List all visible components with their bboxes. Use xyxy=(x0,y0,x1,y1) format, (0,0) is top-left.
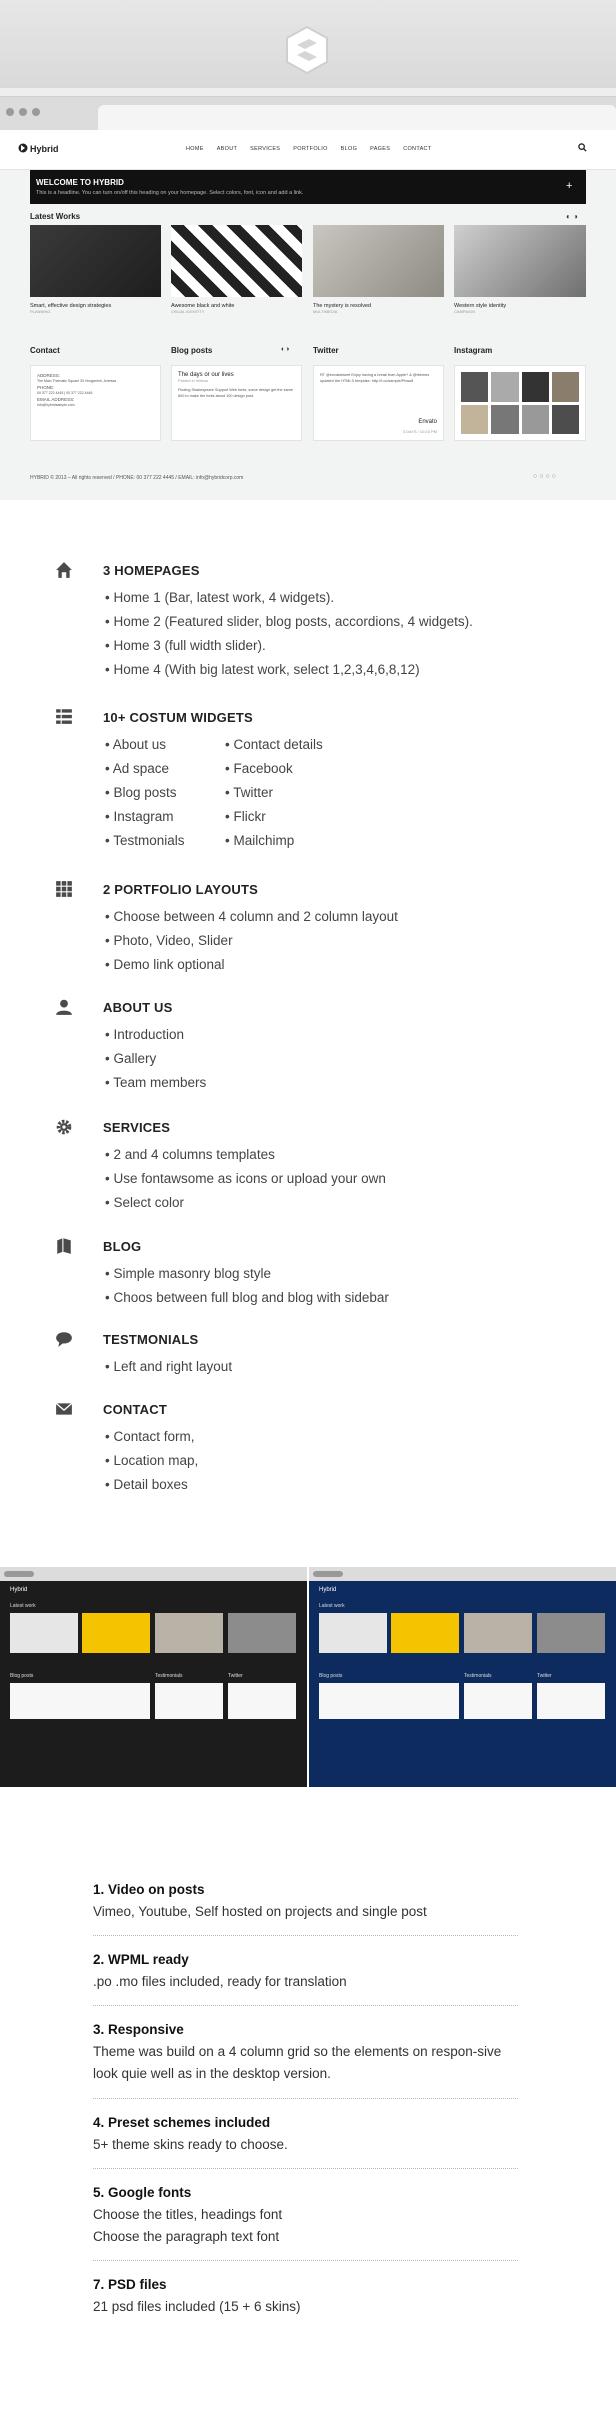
latest-works-title: Latest Works xyxy=(30,212,81,221)
work-image xyxy=(171,225,302,297)
browser-chrome xyxy=(309,1567,616,1581)
instagram-photo[interactable] xyxy=(461,372,488,402)
work-tag: PLANNING xyxy=(30,309,51,314)
preview-section: Latest work xyxy=(319,1603,345,1609)
feature-item: • Use fontawsome as icons or upload your own xyxy=(105,1171,386,1186)
hero-showcase xyxy=(0,0,616,500)
feature-item: • Photo, Video, Slider xyxy=(105,933,233,948)
tweet-time: 3 DAYS / 10:23 PM xyxy=(402,429,437,434)
instagram-photo[interactable] xyxy=(552,405,579,435)
preview-thumb xyxy=(391,1613,459,1653)
feature-item: • Ad space xyxy=(105,761,170,776)
feature-item: • Home 1 (Bar, latest work, 4 widgets). xyxy=(105,590,335,605)
spec-title: 3. Responsive xyxy=(93,2022,184,2037)
feature-item: • About us xyxy=(105,737,167,752)
feature-item: • Testmonials xyxy=(105,833,185,848)
preview-screen xyxy=(0,1581,307,1787)
preview-thumb xyxy=(155,1613,223,1653)
work-title: Awesome black and white xyxy=(171,303,235,309)
menu-item-contact[interactable]: CONTACT xyxy=(403,146,432,152)
site-footer: HYBRID © 2013 – All rights reserved / PHONE: 00 377 222 4445 / EMAIL: info@hybridcorp.com xyxy=(30,475,244,481)
work-card[interactable] xyxy=(171,225,302,314)
feature-item: • Introduction xyxy=(105,1027,185,1042)
feature-item: • Contact form, xyxy=(105,1429,195,1444)
tweet-author[interactable]: Envato xyxy=(418,419,437,425)
feature-item: • Left and right layout xyxy=(105,1359,233,1374)
feature-item: • Flickr xyxy=(225,809,266,824)
spec-title: 1. Video on posts xyxy=(93,1882,205,1897)
spec-body: .po .mo files included, ready for translation xyxy=(93,1974,347,1989)
contact-address: The Main Thematic Square 30 Hoogenhei, Aversas xyxy=(37,379,117,383)
gear-icon xyxy=(55,1118,73,1136)
preview-thumb xyxy=(464,1613,532,1653)
preview-thumb xyxy=(10,1613,78,1653)
preview-tweet-box xyxy=(537,1683,605,1719)
browser-chrome xyxy=(0,96,616,130)
preview-blog-title: Blog posts xyxy=(10,1673,34,1679)
menu-item-services[interactable]: SERVICES xyxy=(250,146,281,152)
feature-item: • Demo link optional xyxy=(105,957,225,972)
twitter-widget-title: Twitter xyxy=(313,346,339,355)
preview-test-title: Testimonials xyxy=(464,1673,492,1679)
instagram-photo[interactable] xyxy=(491,405,518,435)
feature-item: • Instagram xyxy=(105,809,174,824)
blue-skin-preview[interactable] xyxy=(309,1567,616,1787)
contact-widget xyxy=(30,365,161,441)
home-icon xyxy=(55,561,73,579)
feature-title: 10+ COSTUM WIDGETS xyxy=(103,710,253,725)
feature-title: SERVICES xyxy=(103,1120,171,1135)
user-icon xyxy=(55,998,73,1016)
preview-brand: Hybrid xyxy=(319,1587,337,1593)
work-title: Smart, effective design strategies xyxy=(30,303,112,309)
feature-item: • Gallery xyxy=(105,1051,157,1066)
preview-thumb xyxy=(82,1613,150,1653)
menu-item-home[interactable]: HOME xyxy=(186,146,204,152)
preview-twitter-title: Twitter xyxy=(228,1673,243,1679)
instagram-photo[interactable] xyxy=(522,372,549,402)
instagram-photo[interactable] xyxy=(552,372,579,402)
work-card[interactable] xyxy=(313,225,444,314)
window-dot xyxy=(6,108,14,116)
blog-arrows[interactable]: ◐◑ xyxy=(281,346,290,353)
feature-item: • Facebook xyxy=(225,761,293,776)
plus-icon[interactable]: + xyxy=(566,180,573,192)
banner-text: This is a headline. You can turn on/off this heading on your homepage. Select colors, font, icon and add a link. xyxy=(36,190,304,196)
feature-title: 2 PORTFOLIO LAYOUTS xyxy=(103,882,259,897)
spec-title: 2. WPML ready xyxy=(93,1952,189,1967)
spec-body: 21 psd files included (15 + 6 skins) xyxy=(93,2299,301,2314)
spec-body: Vimeo, Youtube, Self hosted on projects and single post xyxy=(93,1904,427,1919)
instagram-widget-title: Instagram xyxy=(454,346,493,355)
menu-item-pages[interactable]: PAGES xyxy=(370,146,391,152)
browser-chrome xyxy=(0,1567,307,1581)
blog-widget-title: Blog posts xyxy=(171,346,213,355)
divider xyxy=(93,2168,518,2169)
preview-screen xyxy=(309,1581,616,1787)
preview-test-box xyxy=(155,1683,223,1719)
menu-item-about[interactable]: ABOUT xyxy=(216,146,238,152)
contact-email: info@hybridsample.com xyxy=(37,403,75,407)
feature-title: 3 HOMEPAGES xyxy=(103,563,200,578)
preview-blog-box xyxy=(10,1683,150,1719)
features-list xyxy=(0,555,616,1505)
work-card[interactable] xyxy=(454,225,586,314)
social-icons[interactable]: ○○○○ xyxy=(533,473,558,480)
divider xyxy=(93,2005,518,2006)
instagram-grid xyxy=(454,365,586,441)
divider xyxy=(93,1935,518,1936)
blog-widget xyxy=(171,365,302,441)
preview-blog-title: Blog posts xyxy=(319,1673,343,1679)
feature-item: • Select color xyxy=(105,1195,185,1210)
comment-icon xyxy=(55,1330,73,1348)
search-icon[interactable] xyxy=(578,143,587,152)
preview-section: Latest work xyxy=(10,1603,36,1609)
contact-email-label: EMAIL ADDRESS: xyxy=(37,397,75,402)
spec-body: Theme was build on a 4 column grid so the elements on respon-sive look quie well as in the desktop version. xyxy=(93,2044,502,2081)
theme-logo-icon xyxy=(285,25,329,75)
twitter-widget xyxy=(313,365,444,441)
work-title: Western style identity xyxy=(454,303,507,309)
envelope-icon xyxy=(55,1400,73,1418)
list-icon xyxy=(55,707,73,725)
feature-item: • Contact details xyxy=(225,737,323,752)
spec-body: Choose the titles, headings font Choose the paragraph text font xyxy=(93,2207,283,2244)
preview-tweet-box xyxy=(228,1683,296,1719)
slider-arrows[interactable]: ◐ ◑ xyxy=(566,212,578,221)
feature-title: ABOUT US xyxy=(103,1000,173,1015)
skin-previews xyxy=(0,1567,616,1787)
book-icon xyxy=(55,1237,73,1255)
dark-skin-preview[interactable] xyxy=(0,1567,307,1787)
site-nav xyxy=(0,130,616,170)
menu-item-blog[interactable]: BLOG xyxy=(340,146,358,152)
preview-test-title: Testimonials xyxy=(155,1673,183,1679)
feature-item: • Blog posts xyxy=(105,785,177,800)
preview-thumb xyxy=(319,1613,387,1653)
feature-item: • Home 3 (full width slider). xyxy=(105,638,266,653)
welcome-banner xyxy=(30,170,586,204)
work-image xyxy=(454,225,586,297)
instagram-photo[interactable] xyxy=(461,405,488,435)
menu-item-portfolio[interactable]: PORTFOLIO xyxy=(293,146,328,152)
work-title: The mystery is resolved xyxy=(313,303,372,309)
preview-twitter-title: Twitter xyxy=(537,1673,552,1679)
preview-thumb xyxy=(228,1613,296,1653)
contact-address-label: ADDRESS: xyxy=(37,373,61,378)
work-tag: MULTIMEDIA xyxy=(313,309,338,314)
feature-title: BLOG xyxy=(103,1239,142,1254)
contact-phone-label: PHONE: xyxy=(37,385,55,390)
instagram-photo[interactable] xyxy=(491,372,518,402)
site-menu xyxy=(186,146,431,152)
tweet-text: RT @envatotweet Enjoy having a break from Apple? & @themes updated the HTMLS template: http://t.co/sample/Phwo8 xyxy=(320,373,430,383)
spec-title: 4. Preset schemes included xyxy=(93,2115,271,2130)
window-dot xyxy=(19,108,27,116)
feature-item: • Mailchimp xyxy=(225,833,295,848)
grid-icon xyxy=(55,880,73,898)
preview-blog-box xyxy=(319,1683,459,1719)
work-tag: CAMPAIGN xyxy=(454,309,476,314)
site-preview xyxy=(0,130,616,500)
feature-item: • Home 2 (Featured slider, blog posts, accordions, 4 widgets). xyxy=(105,614,473,629)
feature-item: • Detail boxes xyxy=(105,1477,188,1492)
divider xyxy=(93,2260,518,2261)
feature-item: • Location map, xyxy=(105,1453,199,1468)
contact-widget-title: Contact xyxy=(30,346,60,355)
feature-title: CONTACT xyxy=(103,1402,167,1417)
feature-item: • Home 4 (With big latest work, select 1,2,3,4,6,8,12) xyxy=(105,662,420,677)
contact-phone: 00 377 222 4445 | 00 377 222 4446 xyxy=(37,391,93,395)
feature-item: • Choose between 4 column and 2 column layout xyxy=(105,909,398,924)
feature-item: • Simple masonry blog style xyxy=(105,1266,272,1281)
divider xyxy=(93,2098,518,2099)
preview-test-box xyxy=(464,1683,532,1719)
work-tag: VISUAL IDENTITY xyxy=(171,309,205,314)
work-image xyxy=(313,225,444,297)
feature-item: • Twitter xyxy=(225,785,273,800)
blog-post-meta: Posted in Videos xyxy=(178,378,208,383)
feature-title: TESTMONIALS xyxy=(103,1332,199,1347)
preview-brand: Hybrid xyxy=(10,1587,28,1593)
brand-name[interactable]: Hybrid xyxy=(30,144,59,154)
preview-thumb xyxy=(537,1613,605,1653)
spec-title: 7. PSD files xyxy=(93,2277,167,2292)
browser-tab xyxy=(98,105,616,131)
spec-list xyxy=(0,1870,616,2370)
instagram-photo[interactable] xyxy=(522,405,549,435)
feature-item: • 2 and 4 columns templates xyxy=(105,1147,275,1162)
window-dot xyxy=(32,108,40,116)
feature-item: • Team members xyxy=(105,1075,207,1090)
brand-icon xyxy=(18,143,28,153)
work-image xyxy=(30,225,161,297)
banner-title: WELCOME TO HYBRID xyxy=(36,178,124,187)
spec-body: 5+ theme skins ready to choose. xyxy=(93,2137,288,2152)
blog-post-title[interactable]: The days or our lives xyxy=(178,372,234,378)
blog-post-text: Finding Shakespeare Support Web fonts, some design get the same 600 to make the fonts about 100 design post. xyxy=(178,388,293,398)
feature-item: • Choos between full blog and blog with sidebar xyxy=(105,1290,389,1305)
spec-title: 5. Google fonts xyxy=(93,2185,192,2200)
work-card[interactable] xyxy=(30,225,161,314)
